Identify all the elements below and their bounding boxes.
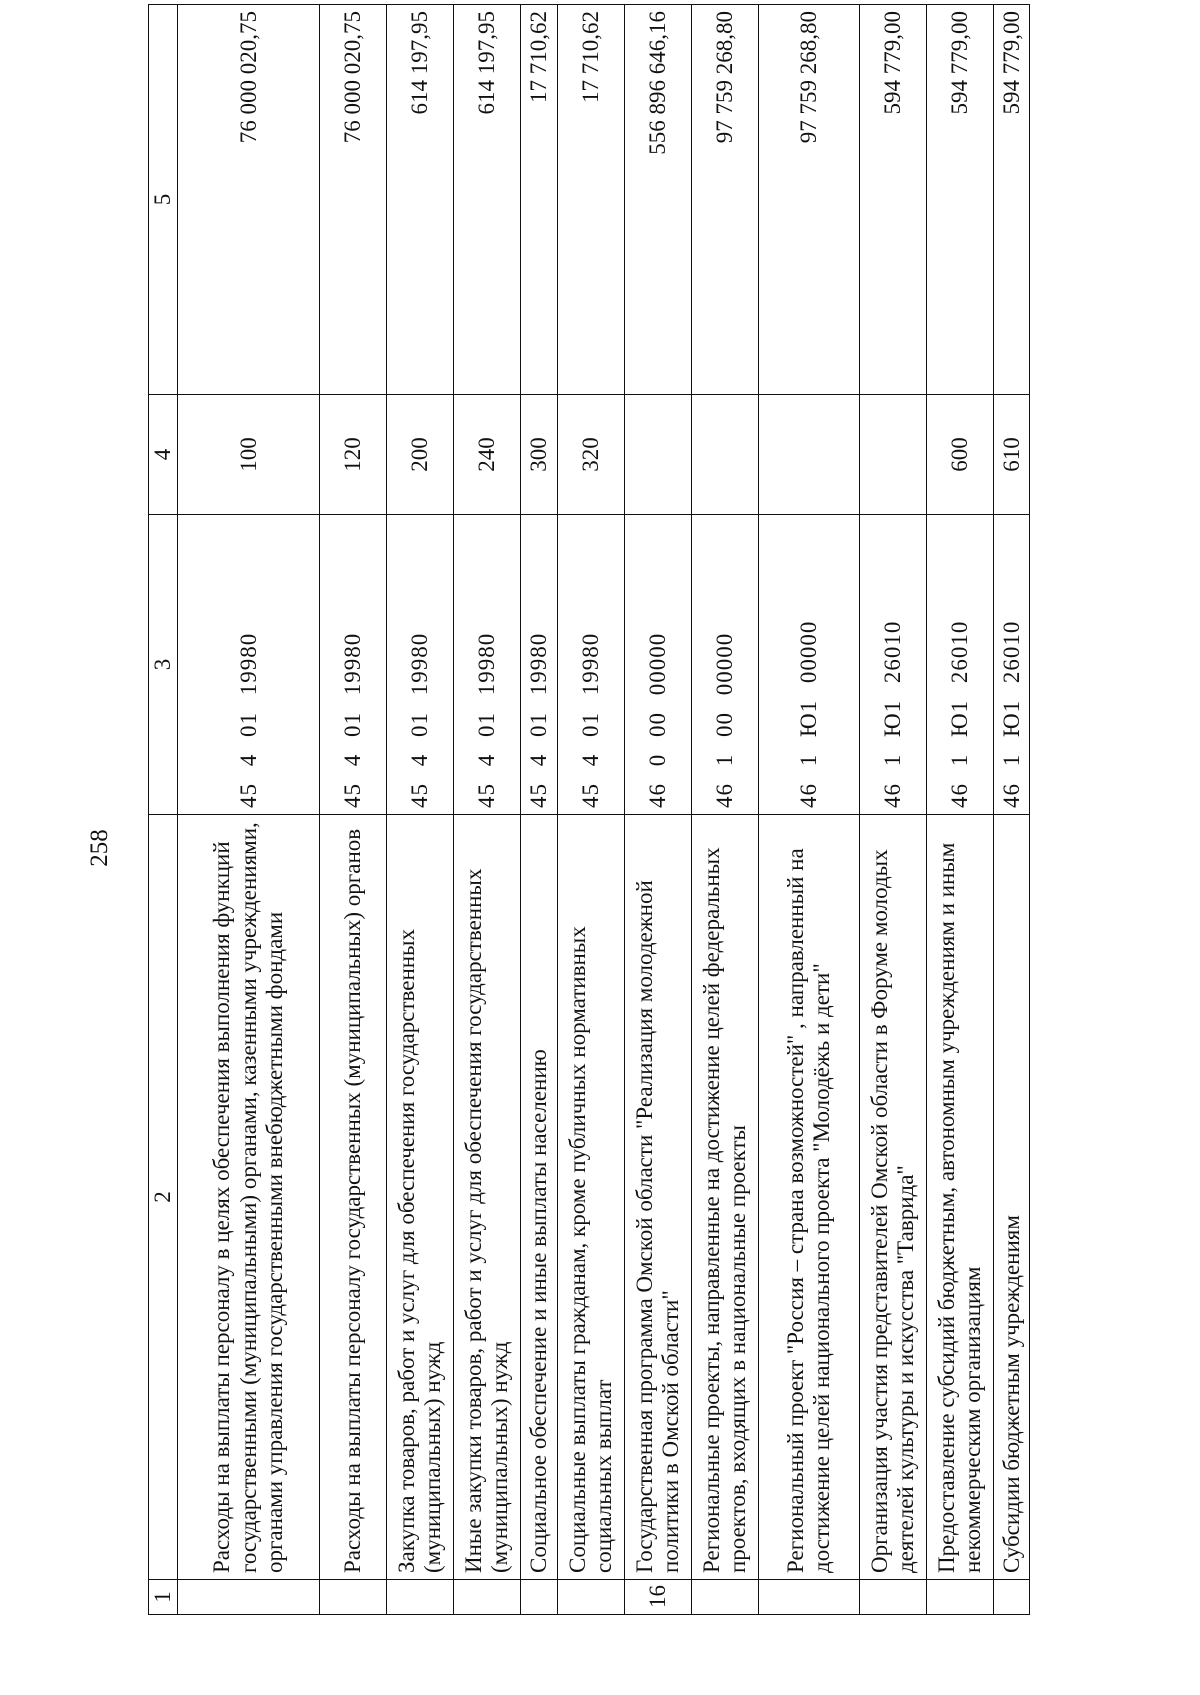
row-expense-type [625, 395, 692, 515]
row-budget-code: 45 4 01 19980 [387, 515, 454, 815]
row-amount: 17 710,62 [558, 5, 625, 395]
row-budget-code: 46 1 Ю1 26010 [927, 515, 994, 815]
row-number [759, 1580, 860, 1615]
row-description: Социальные выплаты гражданам, кроме публичных нормативных социальных выплат [558, 815, 625, 1580]
table-row [927, 5, 994, 1615]
row-description: Субсидии бюджетным учреждениям [994, 815, 1030, 1580]
row-amount: 594 779,00 [994, 5, 1030, 395]
row-expense-type: 100 [178, 395, 320, 515]
row-expense-type [692, 395, 759, 515]
row-number [927, 1580, 994, 1615]
table-row [178, 5, 320, 1615]
row-description: Иные закупки товаров, работ и услуг для обеспечения государственных (муниципальных) нужд [454, 815, 521, 1580]
row-budget-code: 45 4 01 19980 [558, 515, 625, 815]
table-row [558, 5, 625, 1615]
row-expense-type: 240 [454, 395, 521, 515]
row-amount: 594 779,00 [860, 5, 927, 395]
row-amount: 76 000 020,75 [178, 5, 320, 395]
row-budget-code: 46 0 00 00000 [625, 515, 692, 815]
table-row [320, 5, 387, 1615]
header-col-2: 2 [149, 815, 178, 1580]
row-budget-code: 45 4 01 19980 [320, 515, 387, 815]
row-budget-code: 46 1 Ю1 26010 [994, 515, 1030, 815]
row-amount: 594 779,00 [927, 5, 994, 395]
header-col-3: 3 [149, 515, 178, 815]
row-number [320, 1580, 387, 1615]
row-amount: 76 000 020,75 [320, 5, 387, 395]
row-expense-type: 300 [521, 395, 558, 515]
page-number: 258 [86, 829, 113, 867]
row-budget-code: 45 4 01 19980 [178, 515, 320, 815]
table-row [387, 5, 454, 1615]
row-expense-type: 200 [387, 395, 454, 515]
row-number [178, 1580, 320, 1615]
row-number [454, 1580, 521, 1615]
table-row [759, 5, 860, 1615]
row-expense-type: 600 [927, 395, 994, 515]
row-description: Расходы на выплаты персоналу государственных (муниципальных) органов [320, 815, 387, 1580]
table-row [994, 5, 1030, 1615]
table-row [692, 5, 759, 1615]
row-description: Расходы на выплаты персоналу в целях обеспечения выполнения функций государственными (муниципальными) органами, казенными учреждениями, органами управления государственными внебюджетными фондами [178, 815, 320, 1580]
row-description: Социальное обеспечение и иные выплаты населению [521, 815, 558, 1580]
row-number [521, 1580, 558, 1615]
row-amount: 97 759 268,80 [759, 5, 860, 395]
budget-table [148, 4, 1030, 1615]
row-budget-code: 45 4 01 19980 [521, 515, 558, 815]
row-number [994, 1580, 1030, 1615]
row-number [558, 1580, 625, 1615]
row-expense-type [860, 395, 927, 515]
header-col-1: 1 [149, 1580, 178, 1615]
table-row [860, 5, 927, 1615]
row-amount: 97 759 268,80 [692, 5, 759, 395]
row-budget-code: 46 1 Ю1 26010 [860, 515, 927, 815]
table-row [454, 5, 521, 1615]
row-description: Организация участия представителей Омской области в Форуме молодых деятелей культуры и искусства "Таврида" [860, 815, 927, 1580]
row-amount: 614 197,95 [454, 5, 521, 395]
row-number [692, 1580, 759, 1615]
row-description: Государственная программа Омской области "Реализация молодежной политики в Омской области" [625, 815, 692, 1580]
table-row [625, 5, 692, 1615]
header-row [149, 5, 178, 1615]
row-expense-type [759, 395, 860, 515]
row-budget-code: 45 4 01 19980 [454, 515, 521, 815]
row-budget-code: 46 1 00 00000 [692, 515, 759, 815]
row-budget-code: 46 1 Ю1 00000 [759, 515, 860, 815]
header-col-5: 5 [149, 5, 178, 395]
row-description: Закупка товаров, работ и услуг для обеспечения государственных (муниципальных) нужд [387, 815, 454, 1580]
row-expense-type: 320 [558, 395, 625, 515]
row-amount: 556 896 646,16 [625, 5, 692, 395]
row-number [860, 1580, 927, 1615]
header-col-4: 4 [149, 395, 178, 515]
row-expense-type: 610 [994, 395, 1030, 515]
row-description: Региональные проекты, направленные на достижение целей федеральных проектов, входящих в национальные проекты [692, 815, 759, 1580]
budget-table-rotated [148, 5, 1200, 1615]
row-description: Предоставление субсидий бюджетным, автономным учреждениям и иным некоммерческим организациям [927, 815, 994, 1580]
table-row [521, 5, 558, 1615]
row-number [387, 1580, 454, 1615]
row-expense-type: 120 [320, 395, 387, 515]
row-description: Региональный проект "Россия – страна возможностей" , направленный на достижение целей национального проекта "Молодёжь и дети" [759, 815, 860, 1580]
row-amount: 614 197,95 [387, 5, 454, 395]
row-number: 16 [625, 1580, 692, 1615]
row-amount: 17 710,62 [521, 5, 558, 395]
